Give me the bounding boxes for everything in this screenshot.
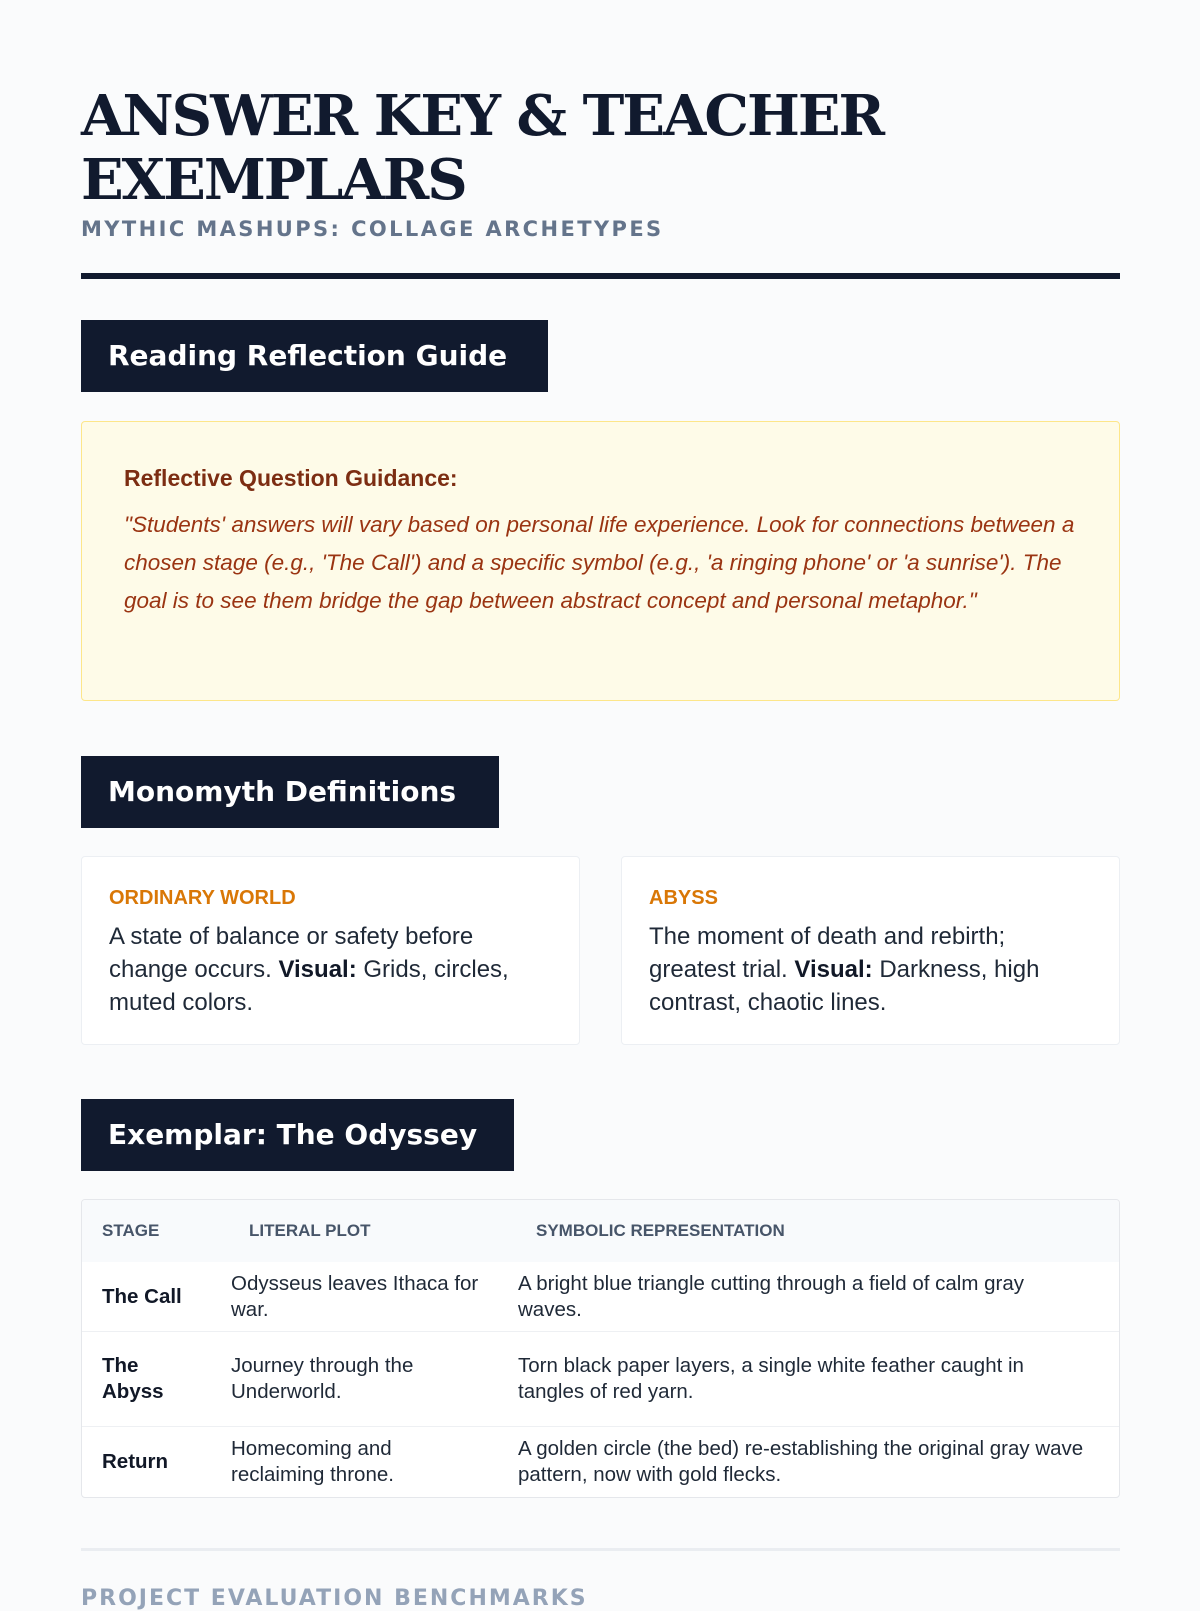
title-divider [81, 273, 1120, 279]
section-divider [81, 1548, 1120, 1551]
section-heading-reflection: Reading Reflection Guide [81, 320, 548, 392]
symbol-cell: A bright blue triangle cutting through a field of calm gray waves. [518, 1271, 1024, 1321]
stage-cell: Return [82, 1426, 216, 1497]
definition-term: ABYSS [649, 887, 718, 909]
table-header-row [82, 1200, 1119, 1262]
reflection-callout [81, 421, 1120, 701]
exemplar-table [81, 1199, 1120, 1498]
table-row [82, 1262, 1119, 1331]
definition-visual: Grids, circles, muted colors. [109, 956, 509, 1016]
plot-cell: Journey through the Underworld. [216, 1331, 503, 1426]
definition-term: ORDINARY WORLD [109, 887, 296, 909]
definition-text [109, 920, 552, 1019]
reflection-label: Reflective Question Guidance: [124, 465, 458, 491]
visual-label: Visual: [278, 956, 357, 983]
column-header-literal-plot: LITERAL PLOT [216, 1200, 503, 1262]
section-heading-definitions: Monomyth Definitions [81, 756, 499, 828]
definition-text [649, 920, 1092, 1019]
definition-description: The moment of death and rebirth; greatest trial. [649, 923, 1006, 983]
symbol-cell: A golden circle (the bed) re-establishing the original gray wave pattern, now with gold flecks. [503, 1426, 1119, 1497]
definition-description: A state of balance or safety before change occurs. [109, 923, 474, 983]
page-subtitle: MYTHIC MASHUPS: COLLAGE ARCHETYPES [81, 217, 664, 241]
table-row [82, 1426, 1119, 1497]
definition-card-abyss [621, 856, 1120, 1045]
stage-cell: The Call [102, 1284, 182, 1308]
page-title: ANSWER KEY & TEACHER EXEMPLARS [81, 83, 884, 213]
column-header-stage: STAGE [82, 1200, 216, 1262]
stage-cell: The Abyss [82, 1331, 216, 1426]
definition-card-ordinary-world [81, 856, 580, 1045]
plot-cell: Odysseus leaves Ithaca for war. [231, 1271, 479, 1321]
section-heading-evaluation: PROJECT EVALUATION BENCHMARKS [81, 1586, 588, 1611]
table-row [82, 1331, 1119, 1426]
column-header-symbolic: SYMBOLIC REPRESENTATION [503, 1200, 1119, 1262]
reflection-quote: "Students' answers will vary based on personal life experience. Look for connections between a chosen stage (e.g., 'The Call') and a specific symbol (e.g., 'a ringing phone' or 'a sunrise'). The goal is to see them bridge the gap between abstract concept and personal metaphor." [124, 512, 1075, 613]
definition-visual: Darkness, high contrast, chaotic lines. [649, 956, 1040, 1016]
plot-cell: Homecoming and reclaiming throne. [216, 1426, 503, 1497]
visual-label: Visual: [794, 956, 873, 983]
section-heading-exemplar: Exemplar: The Odyssey [81, 1099, 514, 1171]
symbol-cell: Torn black paper layers, a single white feather caught in tangles of red yarn. [503, 1331, 1119, 1426]
